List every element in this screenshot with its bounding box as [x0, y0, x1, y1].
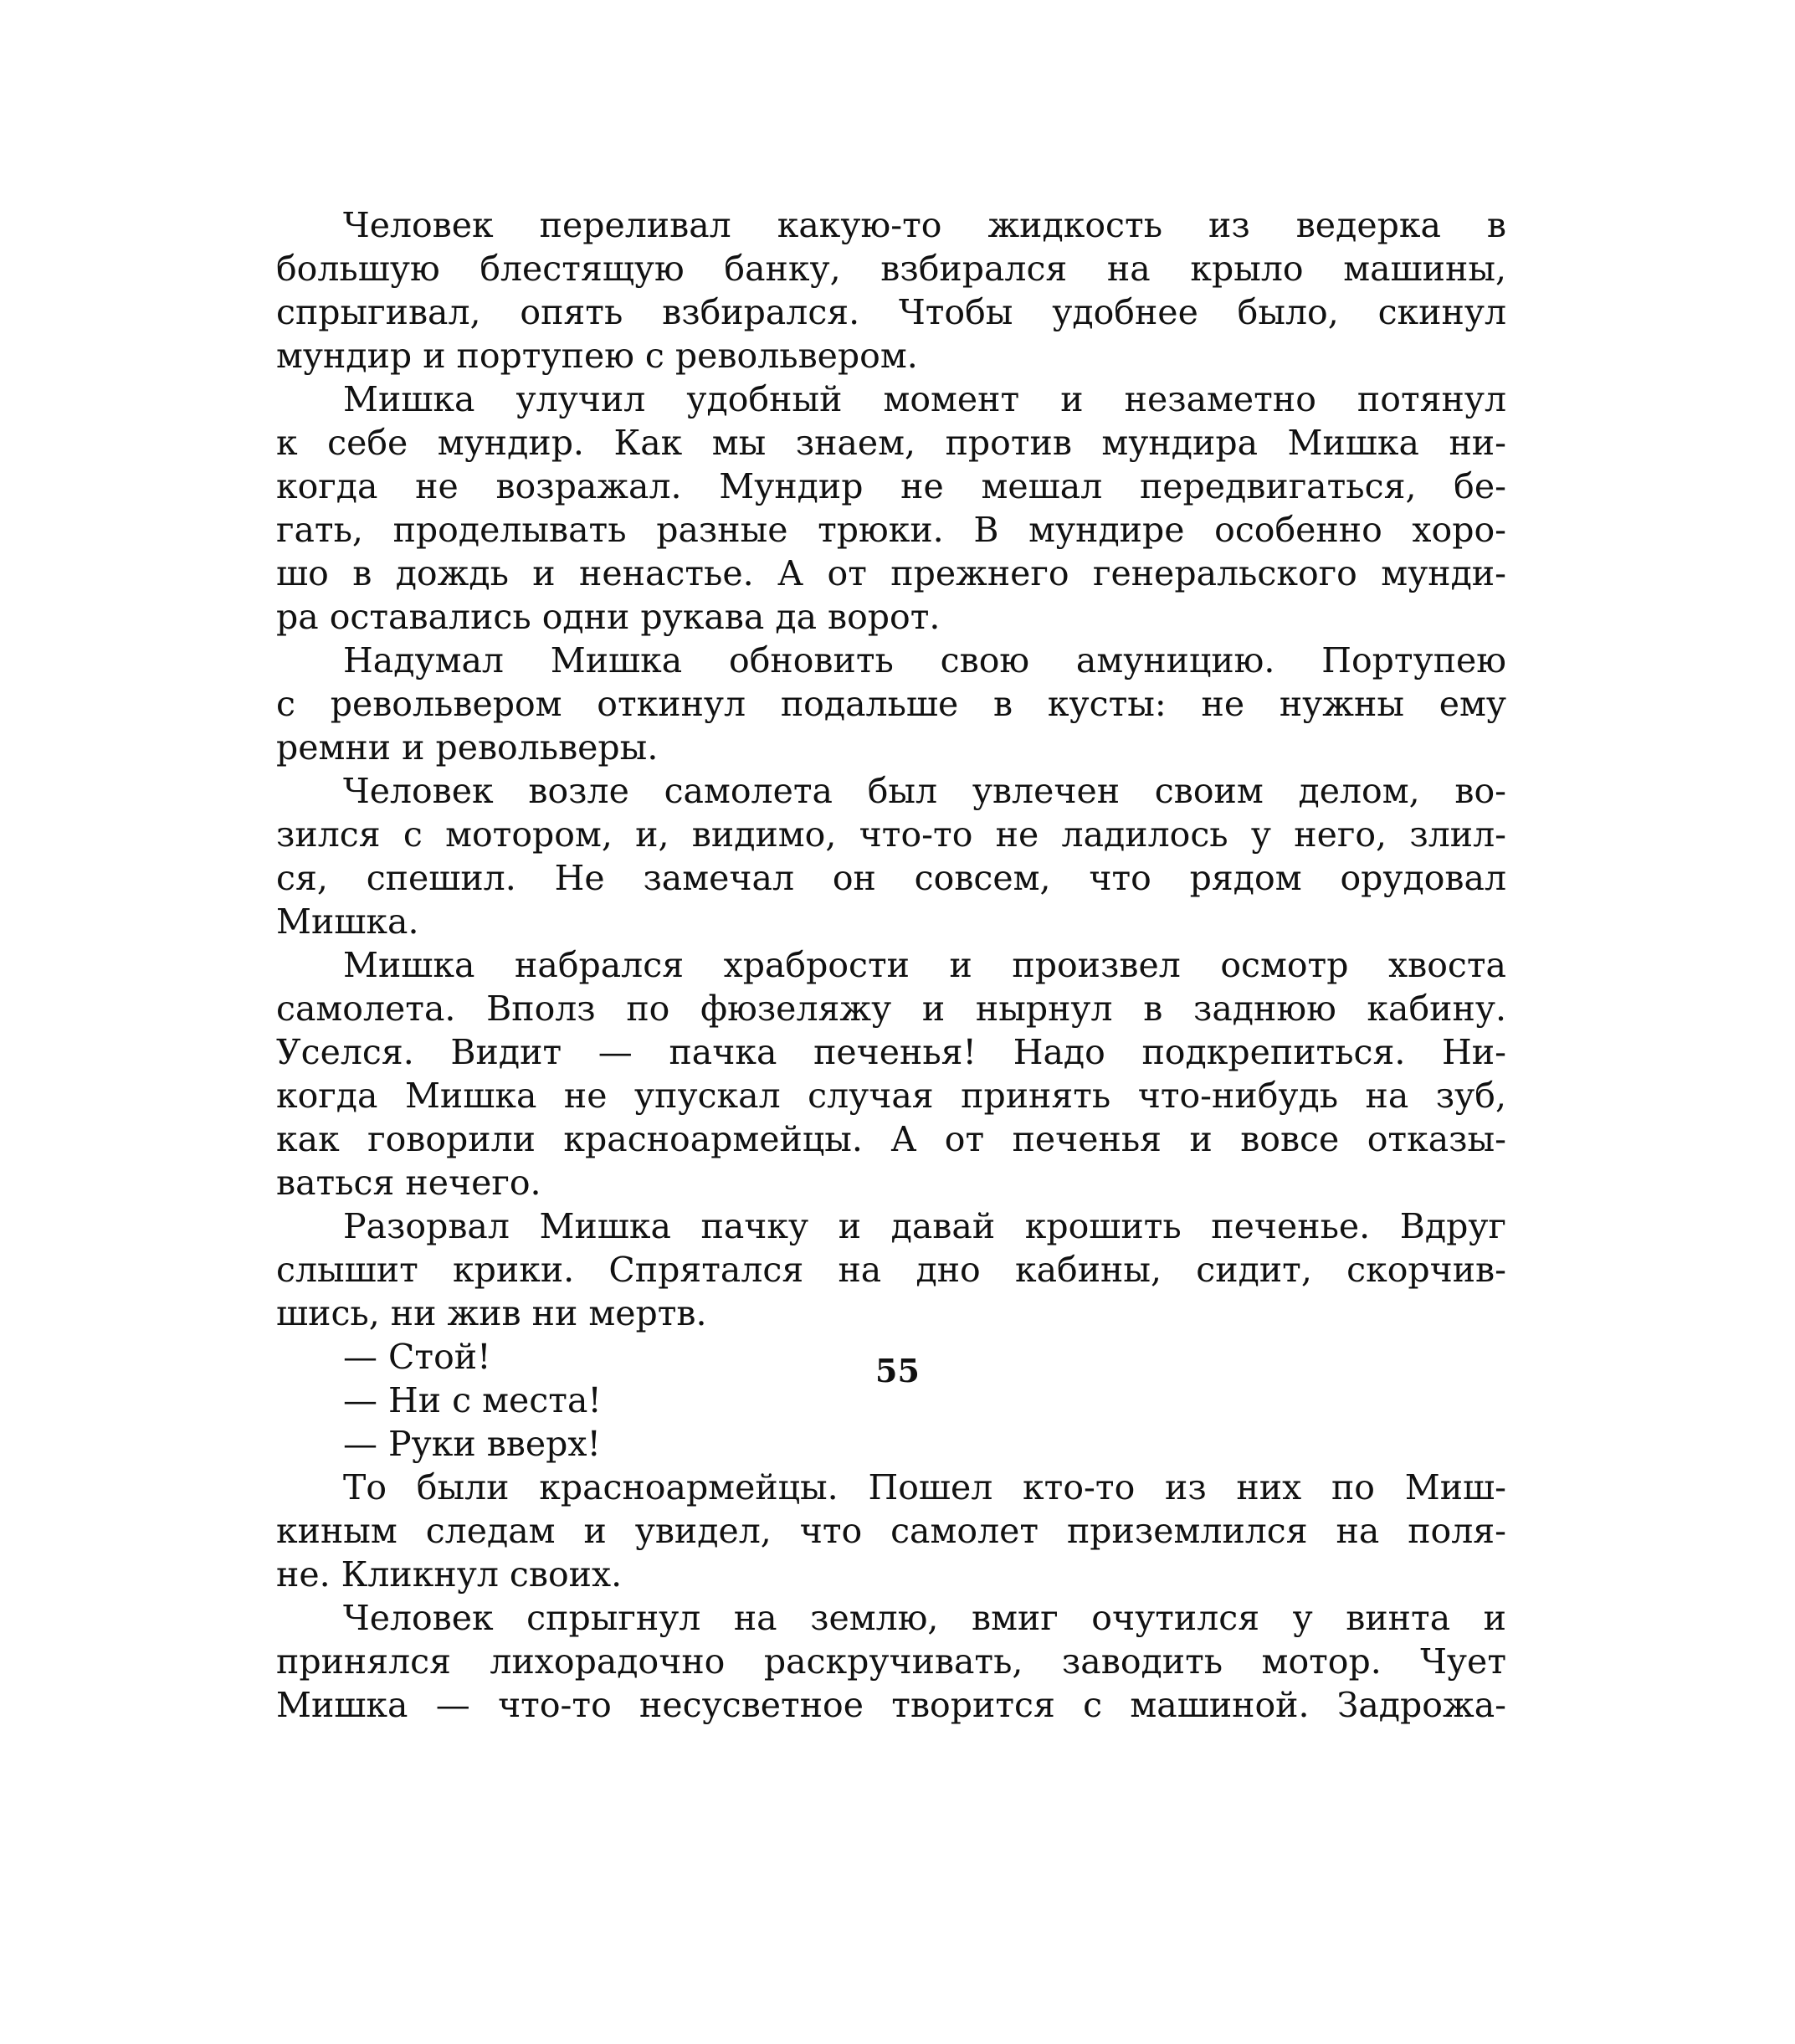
text-line: большую блестящую банку, взбирался на крыло машины,	[276, 249, 1506, 289]
paragraph	[276, 1466, 1506, 1596]
text-line: не. Кликнул своих.	[276, 1554, 623, 1595]
text-line: ваться нечего.	[276, 1163, 541, 1203]
text-line: как говорили красноармейцы. А от печенья и вовсе отказы-	[276, 1119, 1506, 1159]
text-line: Надумал Мишка обновить свою амуницию. Портупею	[343, 640, 1506, 680]
text-line: — Стой!	[343, 1337, 491, 1377]
paragraph	[276, 943, 1506, 1204]
text-line: шо в дождь и ненастье. А от прежнего генеральского мунди-	[276, 553, 1506, 593]
text-line: когда не возражал. Мундир не мешал передвигаться, бе-	[276, 466, 1506, 506]
text-line: Разорвал Мишка пачку и давай крошить печенье. Вдруг	[343, 1206, 1506, 1246]
text-line: мундир и портупею с револьвером.	[276, 336, 918, 376]
paragraph	[276, 203, 1506, 377]
text-line: Мишка улучил удобный момент и незаметно потянул	[343, 379, 1506, 419]
dialogue-line	[276, 1422, 1506, 1466]
text-line: ра оставались одни рукава да ворот.	[276, 597, 941, 637]
text-line: принялся лихорадочно раскручивать, заводить мотор. Чует	[276, 1641, 1506, 1682]
page-number: 55	[875, 1352, 920, 1389]
paragraph	[276, 1596, 1506, 1727]
paragraph	[276, 377, 1506, 639]
text-line: гать, проделывать разные трюки. В мундире особенно хоро-	[276, 510, 1506, 550]
text-line: То были красноармейцы. Пошел кто-то из них по Миш-	[343, 1467, 1506, 1507]
text-line: когда Мишка не упускал случая принять что-нибудь на зуб,	[276, 1076, 1506, 1116]
text-line: ремни и револьверы.	[276, 727, 659, 768]
text-line: киным следам и увидел, что самолет приземлился на поля-	[276, 1511, 1506, 1551]
text-line: Мишка.	[276, 901, 419, 942]
text-line: Человек возле самолета был увлечен своим делом, во-	[343, 771, 1506, 811]
text-line: Мишка набрался храбрости и произвел осмотр хвоста	[343, 945, 1506, 985]
text-line: ся, спешил. Не замечал он совсем, что рядом орудовал	[276, 858, 1506, 898]
text-line: Уселся. Видит — пачка печенья! Надо подкрепиться. Ни-	[276, 1032, 1506, 1072]
text-line: к себе мундир. Как мы знаем, против мундира Мишка ни-	[276, 423, 1506, 463]
text-line: с револьвером откинул подальше в кусты: не нужны ему	[276, 684, 1506, 724]
text-line: спрыгивал, опять взбирался. Чтобы удобнее было, скинул	[276, 292, 1506, 332]
paragraph	[276, 1204, 1506, 1335]
paragraph	[276, 639, 1506, 769]
text-line: — Ни с места!	[343, 1380, 602, 1420]
text-line: Мишка — что-то несусветное творится с машиной. Задрожа-	[276, 1685, 1506, 1725]
text-line: — Руки вверх!	[343, 1424, 602, 1464]
text-line: самолета. Вполз по фюзеляжу и нырнул в заднюю кабину.	[276, 989, 1506, 1029]
text-line: слышит крики. Спрятался на дно кабины, сидит, скорчив-	[276, 1250, 1506, 1290]
text-line: зился с мотором, и, видимо, что-то не ладилось у него, злил-	[276, 814, 1506, 855]
body-text	[276, 203, 1506, 1727]
text-line: Человек переливал какую-то жидкость из ведерка в	[343, 205, 1506, 245]
text-line: шись, ни жив ни мертв.	[276, 1293, 707, 1333]
paragraph	[276, 769, 1506, 943]
text-line: Человек спрыгнул на землю, вмиг очутился у винта и	[343, 1598, 1506, 1638]
